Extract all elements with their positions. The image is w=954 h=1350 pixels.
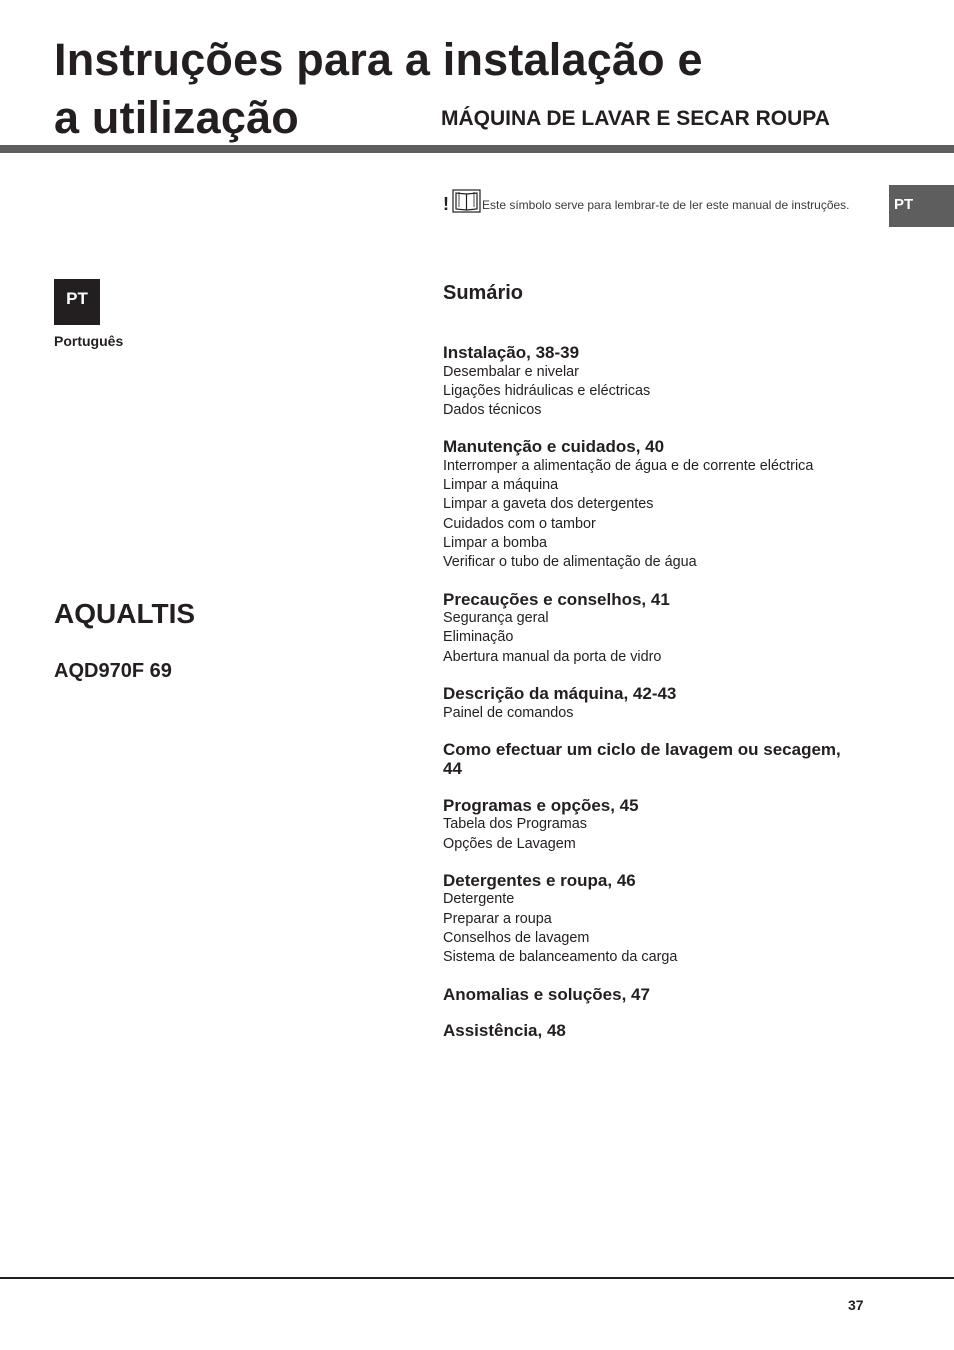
toc-section <box>443 985 843 1005</box>
language-name: Português <box>54 333 124 349</box>
toc-item: Ligações hidráulicas e eléctricas <box>443 382 651 399</box>
toc-section-heading: Instalação, 38-39 <box>443 343 580 362</box>
toc-item: Eliminação <box>443 629 514 646</box>
toc-item: Opções de Lavagem <box>443 835 576 852</box>
toc-item: Limpar a gaveta dos detergentes <box>443 496 654 513</box>
toc-section <box>443 343 843 420</box>
language-side-tab: PT <box>889 185 954 227</box>
notice-text: Este símbolo serve para lembrar-te de ler este manual de instruções. <box>482 198 850 212</box>
toc-section-heading: Anomalias e soluções, 47 <box>443 984 650 1004</box>
toc-item: Interromper a alimentação de água e de corrente eléctrica <box>443 457 814 474</box>
toc-item: Sistema de balanceamento da carga <box>443 949 678 966</box>
toc-section <box>443 796 843 854</box>
toc-section <box>443 871 843 968</box>
toc-section-heading: Como efectuar um ciclo de lavagem ou secagem, 44 <box>443 739 841 779</box>
table-of-contents <box>443 343 843 1058</box>
toc-section-heading: Detergentes e roupa, 46 <box>443 870 636 890</box>
toc-section <box>443 684 843 723</box>
toc-item: Verificar o tubo de alimentação de água <box>443 554 697 571</box>
toc-item: Limpar a bomba <box>443 535 547 552</box>
toc-section-heading: Assistência, 48 <box>443 1021 566 1041</box>
toc-item: Preparar a roupa <box>443 910 552 927</box>
product-type-subtitle: MÁQUINA DE LAVAR E SECAR ROUPA <box>441 107 830 130</box>
toc-item: Abertura manual da porta de vidro <box>443 648 662 665</box>
exclamation-mark: ! <box>443 194 449 214</box>
toc-item: Conselhos de lavagem <box>443 930 590 947</box>
toc-section-heading: Programas e opções, 45 <box>443 795 639 815</box>
toc-section <box>443 590 843 667</box>
toc-section <box>443 740 843 779</box>
manual-notice <box>443 185 850 213</box>
toc-section-heading: Precauções e conselhos, 41 <box>443 589 670 609</box>
page-title-line-1: Instruções para a instalação e <box>54 34 703 85</box>
toc-item: Dados técnicos <box>443 402 542 419</box>
header-divider <box>0 145 954 153</box>
toc-item: Segurança geral <box>443 610 549 627</box>
toc-section-heading: Descrição da máquina, 42-43 <box>443 684 677 704</box>
toc-item: Cuidados com o tambor <box>443 515 596 532</box>
toc-item: Painel de comandos <box>443 704 574 721</box>
page-title-line-2: a utilização <box>54 92 299 143</box>
footer-divider <box>0 1277 954 1279</box>
toc-section <box>443 437 843 572</box>
open-book-icon <box>452 189 481 213</box>
toc-item: Desembalar e nivelar <box>443 363 579 380</box>
toc-item: Limpar a máquina <box>443 477 559 494</box>
toc-item: Detergente <box>443 891 515 908</box>
toc-section-heading: Manutenção e cuidados, 40 <box>443 437 665 457</box>
toc-item: Tabela dos Programas <box>443 816 587 833</box>
language-code-badge: PT <box>54 279 100 325</box>
toc-title: Sumário <box>443 282 524 304</box>
product-model: AQD970F 69 <box>54 660 172 682</box>
toc-section <box>443 1021 843 1041</box>
product-brand: AQUALTIS <box>54 598 196 629</box>
page-number: 37 <box>848 1297 864 1313</box>
